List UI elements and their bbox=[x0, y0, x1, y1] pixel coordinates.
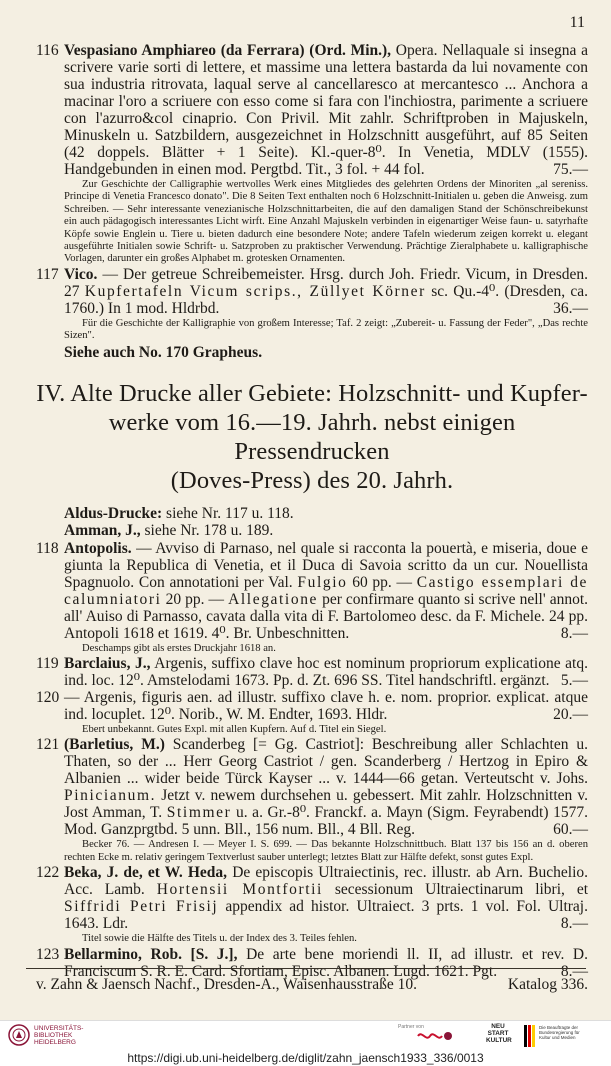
ref-text: siehe Nr. 178 u. 189. bbox=[144, 521, 274, 539]
section-heading bbox=[36, 379, 588, 495]
entry-body: 60 pp. — bbox=[352, 573, 412, 591]
entry-price: 5.— bbox=[560, 672, 588, 690]
entry-number: 119 bbox=[36, 655, 59, 673]
catalog-entry-123 bbox=[36, 946, 588, 980]
entry-body: 20 pp. — bbox=[165, 590, 225, 608]
entry-author: Bellarmino, Rob. [S. J.], bbox=[64, 945, 238, 963]
entry-author: (Barletius, M.) bbox=[64, 736, 165, 754]
entry-note: Deschamps gibt als erstes Druckjahr 1618 an. bbox=[82, 642, 276, 654]
entry-spaced-text: Siffridi Petri Frisij bbox=[64, 898, 219, 916]
entry-price: 8.— bbox=[560, 915, 588, 933]
entry-number: 116 bbox=[36, 42, 59, 59]
uni-logo-line: HEIDELBERG bbox=[34, 1038, 76, 1046]
entry-number: 120 bbox=[36, 689, 60, 707]
neustart-line: KULTUR bbox=[486, 1037, 512, 1044]
entry-text bbox=[64, 864, 588, 932]
catalog-entry-119 bbox=[36, 655, 588, 689]
entry-text bbox=[64, 266, 588, 317]
catalog-entry-122 bbox=[36, 864, 588, 945]
entry-note: Ebert unbekannt. Gutes Expl. mit allen Kupfern. Auf d. Titel ein Siegel. bbox=[82, 724, 387, 736]
uni-logo-line: UNIVERSITÄTS- bbox=[34, 1024, 84, 1032]
ref-name: Amman, J., bbox=[64, 521, 141, 539]
page-content bbox=[36, 42, 588, 980]
entry-price: 75.— bbox=[553, 161, 588, 178]
entry-note: Becker 76. — Andresen I. — Meyer I. S. 699. — Das bekannte Holzschnittbuch. Blatt 137 bis 156 an d. oberen rechten Ecke m. relativ geringem Textverlust sauber unterlegt; letztes Blatt zur Hälfte defekt, sonst gutes Expl. bbox=[64, 839, 588, 863]
entry-price: 8.— bbox=[560, 962, 588, 980]
publisher-address: v. Zahn & Jaensch Nachf., Dresden-A., Waisenhausstraße 10. bbox=[36, 976, 417, 993]
entry-spaced-text: Castigo essemplari de calumniatori bbox=[64, 573, 589, 608]
entry-price: 20.— bbox=[553, 706, 588, 724]
uni-logo-line: BIBLIOTHEK bbox=[34, 1031, 73, 1039]
page-footer bbox=[36, 976, 588, 994]
entry-body: sc. Qu.-4⁰. (Dresden, ca. 1760.) In 1 mod. Hldrbd. bbox=[64, 282, 589, 317]
catalog-entry-121 bbox=[36, 736, 588, 864]
entry-order: (Ord. Min.), bbox=[309, 42, 392, 59]
entry-body: appendix ad histor. Ultraiect. 3 prts. 1 vol. Fol. Ultraj. 1643. Ldr. bbox=[64, 898, 588, 933]
federal-logo-text: Die Beauftragte der Bundesregierung für Kultur und Medien bbox=[539, 1025, 580, 1040]
entry-note: Titel sowie die Hälfte des Titels u. der Index des 3. Teiles fehlen. bbox=[82, 933, 357, 945]
entry-body: De episcopis Ultraiectinis, rec. illustr. ab Arn. Buchelio. Acc. Lamb. bbox=[64, 864, 589, 899]
entry-note: Für die Geschichte der Kalligraphie von großem Interesse; Taf. 2 zeigt: „Zubereit- u. Fassung der Feder", „Das rechte Sizen". bbox=[64, 317, 588, 342]
entry-price: 8.— bbox=[560, 624, 588, 642]
entry-body: Argenis, suffixo clave hoc est nominum propriorum explicatione atq. ind. loc. 12⁰. Amstelodami 1673. Pp. d. Zt. 696 SS. Titel handschriftl. ergänzt. bbox=[64, 655, 588, 690]
entry-number: 122 bbox=[36, 864, 60, 882]
flag-stripe-gold bbox=[532, 1025, 535, 1047]
flag-stripe-black bbox=[524, 1025, 527, 1047]
university-library-logo[interactable] bbox=[8, 1024, 83, 1046]
entry-text bbox=[64, 655, 588, 689]
entry-price: 60.— bbox=[553, 821, 588, 839]
entry-author: Vespasiano Amphiareo (da Ferrara) bbox=[64, 42, 305, 59]
catalog-entry-120 bbox=[36, 689, 588, 736]
entry-spaced-text: Stimmer bbox=[166, 804, 232, 822]
entry-number: 117 bbox=[36, 265, 59, 283]
entry-text bbox=[64, 42, 588, 178]
neustart-line: START bbox=[487, 1030, 509, 1037]
section-heading-line: IV. Alte Drucke aller Gebiete: Holzschnitt- und Kupfer- bbox=[36, 379, 588, 407]
entry-spaced-text: Kupfertafeln Vicum scrips., Züllyet Körner bbox=[84, 282, 426, 300]
entry-price: 36.— bbox=[553, 299, 588, 317]
entry-number: 118 bbox=[36, 539, 59, 557]
entry-spaced-text: Hortensii Montfortii bbox=[156, 881, 323, 899]
see-also-reference: Siehe auch No. 170 Grapheus. bbox=[64, 343, 263, 361]
entry-body: u. a. Gr.-8⁰. Franckf. a. Mayn (Sigm. Feyrabendt) 1577. Mod. Ganzprgtbd. 5 unn. Bll., 156 num. Bll., 4 Bll. Reg. bbox=[64, 804, 588, 839]
entry-note: Zur Geschichte der Calligraphie wertvolles Werk eines Mitgliedes des gelehrten Ordens der Minoriten „al sereniss. Principe di Venetia Francesco donato". Die 8 Seiten Text enthalten noch 6 Holzschnitt-Initialen u. geben die Anweisg. zum Schreiben. — Sehr interessante venezianische Holzschnittarbeiten, die auf den damaligen Stand der Schönschreibekunst ein auch pädagogisch interessantes Licht wirft. Eine Anzahl Majuskeln verbinden in eigenartiger Weise faun- u. satyrhafte Köpfe sowie Englein u. Tiere u. bieten dadurch eine besondere Note; andere Tafeln wiederum zeigen korrekt u. elegant ausgeführte Initialen sowie Schrift- u. Satzproben zu praktischer Verwendung. Prächtige Zieralphabete u. kalligraphische Vorlagen, darunter ein großes Alphabet m. grotesken Ornamenten. bbox=[64, 179, 588, 265]
entry-spaced-text: Fulgio bbox=[297, 573, 348, 591]
federal-government-logo[interactable] bbox=[524, 1025, 587, 1047]
catalog-entry-117 bbox=[36, 266, 588, 361]
entry-body: — Argenis, figuris aen. ad illustr. suffixo clave h. e. nom. proprior. explicat. atque ind. locuplet. 12⁰. Norib., W. M. Endter, 1693. Hldr. bbox=[64, 689, 588, 724]
entry-body: Jetzt v. newem durchsehen u. gebessert. Mit zahlr. Holzschnitten v. Jost Amman, T. bbox=[64, 787, 589, 822]
entry-author: Barclaius, J., bbox=[64, 655, 151, 673]
sponsor-logo-bar bbox=[0, 1020, 611, 1051]
university-seal-icon bbox=[8, 1024, 30, 1046]
ref-text: siehe Nr. 117 u. 118. bbox=[166, 504, 294, 522]
entry-body: Opera. Nellaquale si insegna a scrivere varie sorti di lettere, et massime una lettera bastarda da lui novamente con sua industria ritrovata, laqual serve al cancellaresco at mercantesco ... Anchora a macinar l'oro a scriuere con esso come si fara con l'inchiostra, parimente a scriuere con l'azurro&col cinaprio. Con Privil. Mit zahlr. Schriftproben in Majuskeln, Minuskeln u. Satzbildern, ausgezeichnet in Holzschnitt ausgeführt, auf 85 Seiten (42 doppels. Blätter + 1 Seite). Kl.-quer-8⁰. In Venetia, MDLV (1555). Handgebunden in einen mod. Pergtbd. Tit., 3 fol. + 44 fol. bbox=[64, 42, 588, 178]
flag-stripe-red bbox=[528, 1025, 531, 1047]
entry-body: secessionum Ultraiectinarum libri, et bbox=[334, 881, 589, 899]
entry-number: 123 bbox=[36, 945, 60, 963]
ref-name: Aldus-Drucke: bbox=[64, 504, 163, 522]
entry-body: De arte bene moriendi ll. II, ad illustr. et rev. D. Franciscum S. R. E. Card. Sfortiam, Episc. Albanen. Lugd. 1621. Pgt. bbox=[64, 945, 589, 980]
entry-spaced-text: Allegatione bbox=[228, 590, 319, 608]
cross-references bbox=[36, 505, 588, 539]
entry-author: Vico. bbox=[64, 265, 98, 283]
entry-number: 121 bbox=[36, 736, 60, 754]
section-heading-line: (Doves-Press) des 20. Jahrh. bbox=[170, 466, 454, 494]
page-url[interactable]: https://digi.ub.uni-heidelberg.de/diglit/zahn_jaensch1933_336/0013 bbox=[0, 1050, 611, 1066]
cross-reference bbox=[64, 522, 588, 539]
catalog-entry-118 bbox=[36, 540, 588, 655]
entry-body: Scanderbeg [= Gg. Castriot]: Beschreibung aller Schlachten u. Thaten, so der ... Herr Georg Castriot / gen. Scanderberg / Hertzog in Epiro & Albanien ... wider beide Türck Kayser ... v. 1444—66 getan. Verteutscht v. Johs. bbox=[64, 736, 588, 788]
entry-text bbox=[64, 736, 588, 838]
cross-reference bbox=[64, 505, 588, 522]
entry-body: per confirmare quanto si scrive nell' annot. all' Auiso di Parnasso, cavata dalla vita di F. Bartolomeo desc. da F. Michele. 24 pp. Antopoli 1618 et 1619. 4⁰. Br. Unbeschnitten. bbox=[64, 590, 589, 642]
footer-divider bbox=[26, 968, 586, 969]
entry-text bbox=[64, 540, 588, 642]
entry-author: Beka, J. de, et W. Heda, bbox=[64, 864, 228, 882]
entry-body: — Avviso di Parnaso, nel quale si racconta la pouertà, e miseria, doue e giunta la Republica di Venetia, et il Duca di Savoia scritto da un cur. Nouellista Spagnuolo. Con annotationi per Val. bbox=[64, 539, 588, 591]
catalog-number: Katalog 336. bbox=[507, 976, 588, 993]
section-heading-line: werke vom 16.—19. Jahrh. nebst einigen Pressendrucken bbox=[108, 408, 516, 465]
entry-spaced-text: Pinicianum. bbox=[64, 787, 157, 805]
entry-text bbox=[64, 946, 588, 980]
page-number: 11 bbox=[569, 14, 585, 31]
neustart-kultur-logo[interactable] bbox=[486, 1023, 510, 1044]
neustart-line: NEU bbox=[491, 1023, 505, 1030]
partner-label: Partner von bbox=[398, 1024, 424, 1030]
partner-logo-icon bbox=[416, 1029, 456, 1043]
catalog-entry-116 bbox=[36, 42, 588, 266]
entry-body: — Der getreue Schreibemeister. Hrsg. durch Joh. Friedr. Vicum, in Dresden. 27 bbox=[64, 265, 589, 300]
entry-author: Antopolis. bbox=[64, 539, 132, 557]
entry-text bbox=[64, 689, 588, 723]
